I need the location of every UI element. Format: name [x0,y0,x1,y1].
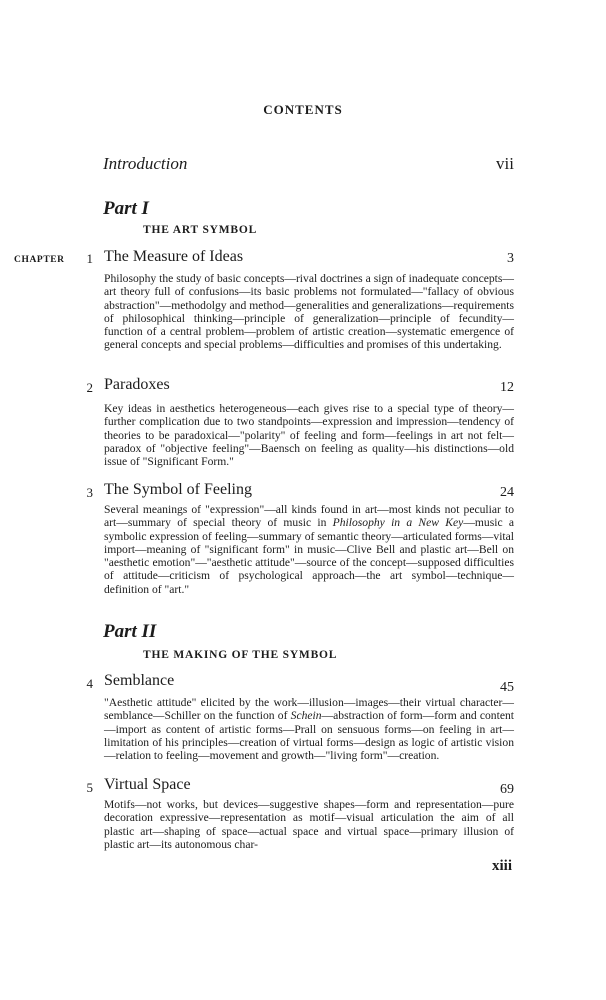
chapter-1-page: 3 [507,251,514,266]
chapter-5-page: 69 [500,782,514,797]
chapter-4-title: Semblance [104,672,175,689]
chapter-4-summary-schein: Schein [290,709,322,723]
chapter-4-number: 4 [86,676,93,691]
chapter-3-summary-book-title: Philosophy in a New Key [332,516,464,530]
page-title: CONTENTS [263,102,343,117]
chapter-word-label: CHAPTER [14,255,65,265]
chapter-2-title: Paradoxes [104,376,170,393]
chapter-4-summary [104,696,514,762]
chapter-4-summary-text: "Aesthetic attitude" elicited by the work—illusion—images—their virtual character—semblance—Schiller on the function of [104,696,514,723]
chapter-3-summary-text: Several meanings of "expression"—all kinds found in art—most kinds not peculiar to art—summary of special theory of music in [104,503,514,530]
chapter-3-title: The Symbol of Feeling [104,481,252,498]
introduction-label: Introduction [103,154,188,173]
part-1-title: Part I [103,198,149,219]
chapter-3-number: 3 [86,485,93,500]
chapter-2-summary: Key ideas in aesthetics heterogeneous—each gives rise to a special type of theory—further complication due to two standpoints—expression and impression—tendency of theories to be paradoxical—"polarity" of feeling and form—feelings in art not felt—paradox of "objective feeling"—Baensch on feeling as quality—his distinctions—old issue of "Significant Form." [104,402,514,469]
chapter-3-page: 24 [500,485,514,500]
introduction-page-number: vii [496,154,514,173]
chapter-1-summary: Philosophy the study of basic concepts—rival doctrines a sign of inadequate concepts—art theory full of confusions—its basic problems not formulated—"fallacy of obvious abstraction"—methodolgy and method—generalities and generalizations—requirements of philosophical thinking—principle of generalization—principle of fecundity—function of a central problem—problem of artistic creation—systematic emergence of general concepts and special problems—difficulties and promises of this undertaking. [104,272,514,352]
chapter-5-number: 5 [86,780,93,795]
chapter-5-summary: Motifs—not works, but devices—suggestive shapes—form and representation—pure decoration expressive—representation as motif—visual articulation the aim of all plastic art—shaping of space—actual space and virtual space—primary illusion of plastic art—its autonomous char- [104,798,514,851]
chapter-2-page: 12 [500,380,514,395]
chapter-2-number: 2 [86,380,93,395]
chapter-3-summary [104,503,514,596]
chapter-1-number: 1 [86,251,93,266]
chapter-4-page: 45 [500,680,514,695]
chapter-1-title: The Measure of Ideas [104,248,244,265]
chapter-3-summary-text-cont: —music a symbolic expression of feeling—summary of semantic theory—articulated forms—vital import—meaning of "significant form" in music—Clive Bell and plastic art—Bell on "aesthetic emotion"—"aesthetic attitude"—source of the concept—supposed difficulties of attitude—criticism of psychological approach—the art symbol—technique—definition of "art." [104,516,515,596]
part-1-subtitle: THE ART SYMBOL [143,224,258,236]
part-2-title: Part II [103,621,157,642]
part-2-subtitle: THE MAKING OF THE SYMBOL [143,649,338,661]
chapter-5-title: Virtual Space [104,776,191,793]
chapter-4-summary-text-cont: —abstraction of form—form and content—import as content of artistic forms—Prall on sensuous forms—on feeling in art—limitation of his principles—creation of virtual forms—design as logic of artistic vision—relation to feeling—movement and growth—"living form"—creation. [104,709,514,763]
page-folio: xiii [491,858,512,874]
